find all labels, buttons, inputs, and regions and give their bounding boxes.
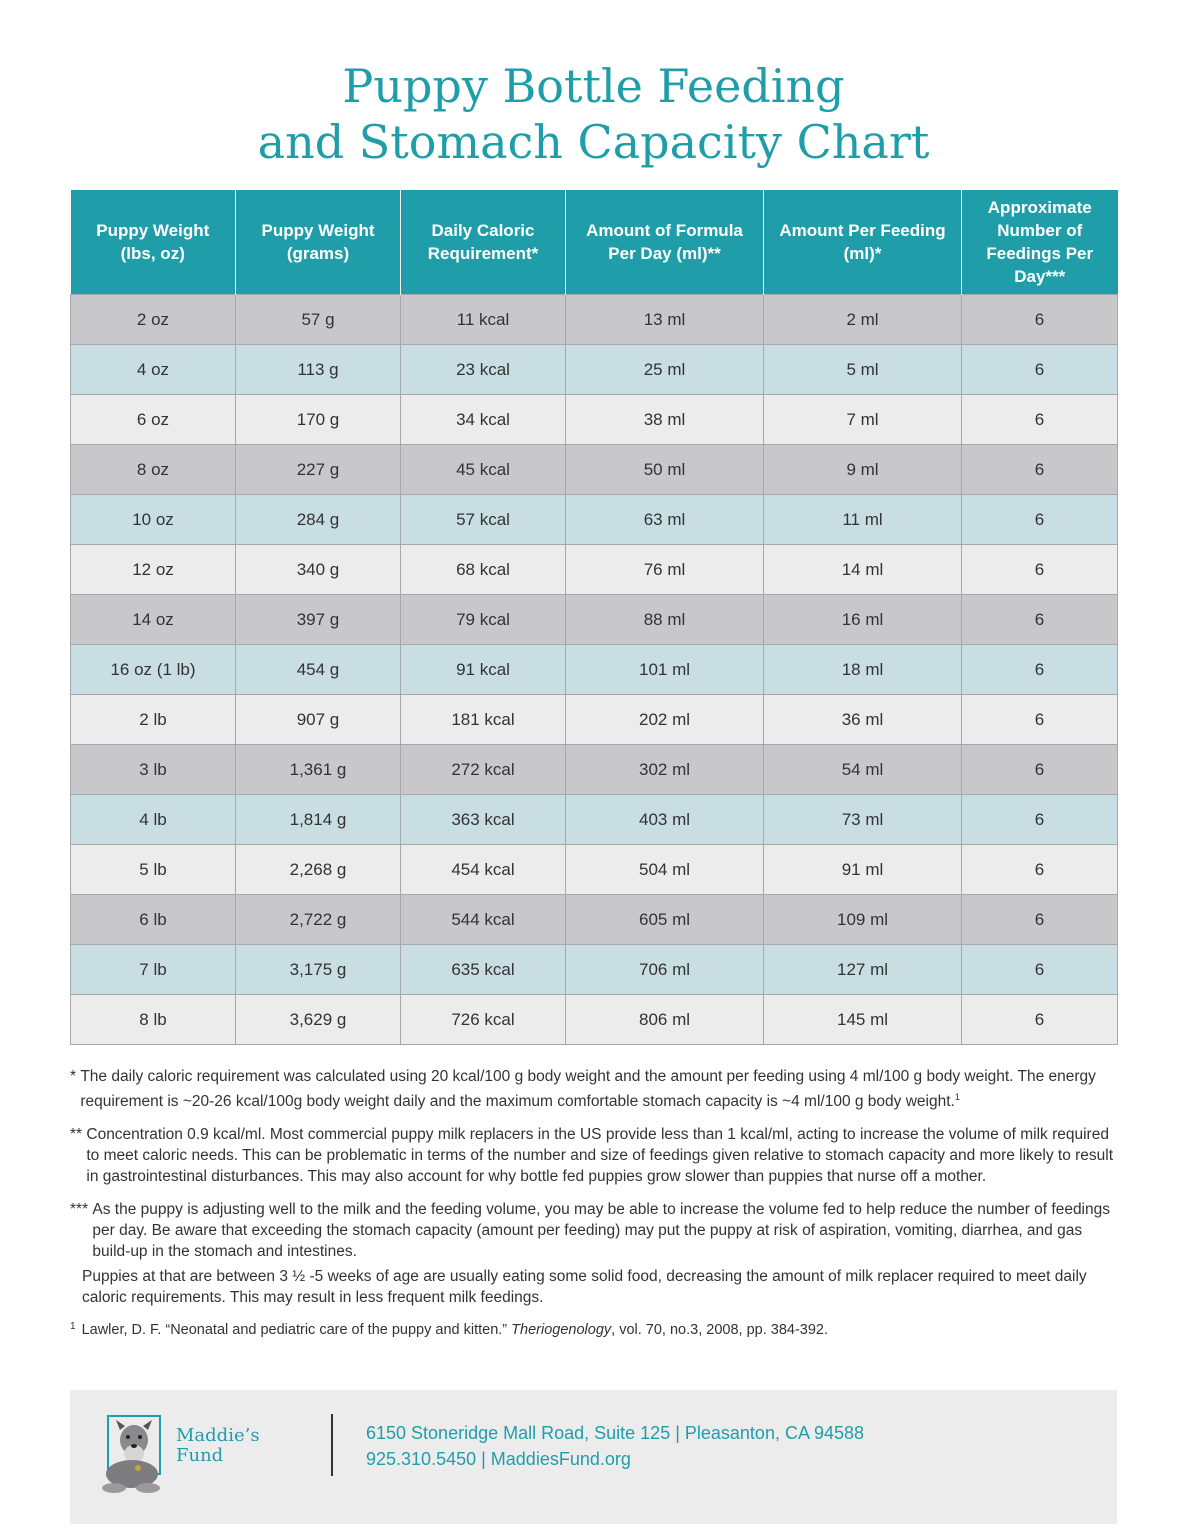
table-row xyxy=(71,845,1118,895)
footnote-1 xyxy=(70,1066,1120,1112)
cell-weight-grams: 113 g xyxy=(236,345,401,395)
logo-wordmark xyxy=(176,1426,260,1466)
cell-caloric-requirement: 363 kcal xyxy=(401,795,566,845)
cell-formula-per-day: 302 ml xyxy=(566,745,764,795)
cell-formula-per-day: 38 ml xyxy=(566,395,764,445)
cell-weight-grams: 3,175 g xyxy=(236,945,401,995)
footnote-3-continued-text: Puppies at that are between 3 ½ -5 weeks of age are usually eating some solid food, decreasing the amount of milk replacer required to meet daily caloric requirements. This may result in less frequent milk feedings. xyxy=(82,1268,1087,1307)
cell-caloric-requirement: 544 kcal xyxy=(401,895,566,945)
cell-feedings-per-day: 6 xyxy=(962,645,1118,695)
schnauzer-dog-icon xyxy=(100,1412,164,1496)
cell-weight-lbs: 5 lb xyxy=(71,845,236,895)
cell-amount-per-feeding: 54 ml xyxy=(764,745,962,795)
footnote-1-mark: * xyxy=(70,1068,81,1085)
cell-caloric-requirement: 57 kcal xyxy=(401,495,566,545)
cell-caloric-requirement: 181 kcal xyxy=(401,695,566,745)
table-row xyxy=(71,645,1118,695)
cell-weight-lbs: 8 lb xyxy=(71,995,236,1045)
cell-formula-per-day: 50 ml xyxy=(566,445,764,495)
cell-amount-per-feeding: 127 ml xyxy=(764,945,962,995)
cell-caloric-requirement: 91 kcal xyxy=(401,645,566,695)
table-row xyxy=(71,745,1118,795)
cell-caloric-requirement: 635 kcal xyxy=(401,945,566,995)
footnote-1-reference: 1 xyxy=(954,1092,960,1102)
cell-weight-grams: 1,361 g xyxy=(236,745,401,795)
table-header-row xyxy=(71,190,1118,295)
table-row xyxy=(71,545,1118,595)
table-row xyxy=(71,295,1118,345)
footnote-2 xyxy=(70,1124,1120,1187)
cell-weight-lbs: 3 lb xyxy=(71,745,236,795)
cell-caloric-requirement: 23 kcal xyxy=(401,345,566,395)
cell-formula-per-day: 403 ml xyxy=(566,795,764,845)
cell-weight-grams: 3,629 g xyxy=(236,995,401,1045)
cell-formula-per-day: 504 ml xyxy=(566,845,764,895)
cell-formula-per-day: 88 ml xyxy=(566,595,764,645)
cell-feedings-per-day: 6 xyxy=(962,595,1118,645)
cell-formula-per-day: 605 ml xyxy=(566,895,764,945)
reference-1-journal: Theriogenology xyxy=(511,1322,612,1339)
table-row xyxy=(71,595,1118,645)
cell-feedings-per-day: 6 xyxy=(962,795,1118,845)
page-title xyxy=(0,58,1187,170)
reference-1-authors: Lawler, D. F. “Neonatal and pediatric care of the puppy and kitten.” xyxy=(81,1322,512,1339)
cell-formula-per-day: 101 ml xyxy=(566,645,764,695)
cell-caloric-requirement: 45 kcal xyxy=(401,445,566,495)
table-row xyxy=(71,695,1118,745)
cell-amount-per-feeding: 91 ml xyxy=(764,845,962,895)
cell-weight-grams: 2,268 g xyxy=(236,845,401,895)
cell-feedings-per-day: 6 xyxy=(962,695,1118,745)
logo-line-2: Fund xyxy=(176,1445,224,1466)
cell-weight-grams: 397 g xyxy=(236,595,401,645)
footnote-3 xyxy=(70,1199,1120,1262)
cell-feedings-per-day: 6 xyxy=(962,745,1118,795)
cell-amount-per-feeding: 73 ml xyxy=(764,795,962,845)
address-line: 6150 Stoneridge Mall Road, Suite 125 | Pleasanton, CA 94588 xyxy=(366,1423,865,1443)
cell-weight-grams: 454 g xyxy=(236,645,401,695)
footnote-2-mark: ** xyxy=(70,1126,87,1144)
feeding-table xyxy=(70,190,1118,1045)
cell-weight-grams: 1,814 g xyxy=(236,795,401,845)
cell-weight-lbs: 16 oz (1 lb) xyxy=(71,645,236,695)
cell-amount-per-feeding: 7 ml xyxy=(764,395,962,445)
cell-caloric-requirement: 272 kcal xyxy=(401,745,566,795)
cell-weight-lbs: 8 oz xyxy=(71,445,236,495)
reference-1-details: , vol. 70, no.3, 2008, pp. 384-392. xyxy=(611,1322,828,1339)
cell-weight-lbs: 7 lb xyxy=(71,945,236,995)
header-amount-per-feeding: Amount Per Feeding (ml)* xyxy=(764,190,962,295)
cell-formula-per-day: 202 ml xyxy=(566,695,764,745)
cell-caloric-requirement: 68 kcal xyxy=(401,545,566,595)
title-line-2: and Stomach Capacity Chart xyxy=(257,115,930,169)
cell-feedings-per-day: 6 xyxy=(962,945,1118,995)
cell-formula-per-day: 806 ml xyxy=(566,995,764,1045)
cell-formula-per-day: 76 ml xyxy=(566,545,764,595)
cell-amount-per-feeding: 36 ml xyxy=(764,695,962,745)
footnotes xyxy=(70,1066,1120,1353)
header-formula-per-day: Amount of Formula Per Day (ml)** xyxy=(566,190,764,295)
cell-weight-grams: 170 g xyxy=(236,395,401,445)
cell-weight-lbs: 2 lb xyxy=(71,695,236,745)
table-row xyxy=(71,395,1118,445)
cell-feedings-per-day: 6 xyxy=(962,495,1118,545)
cell-weight-grams: 227 g xyxy=(236,445,401,495)
reference-1 xyxy=(70,1320,1120,1341)
table-row xyxy=(71,795,1118,845)
cell-formula-per-day: 25 ml xyxy=(566,345,764,395)
footnote-3-mark: *** xyxy=(70,1201,93,1219)
cell-formula-per-day: 706 ml xyxy=(566,945,764,995)
cell-weight-grams: 2,722 g xyxy=(236,895,401,945)
cell-weight-grams: 907 g xyxy=(236,695,401,745)
cell-weight-grams: 340 g xyxy=(236,545,401,595)
footer-divider xyxy=(331,1414,333,1476)
cell-amount-per-feeding: 9 ml xyxy=(764,445,962,495)
header-weight-lbs: Puppy Weight (lbs, oz) xyxy=(71,190,236,295)
cell-feedings-per-day: 6 xyxy=(962,345,1118,395)
header-weight-grams: Puppy Weight (grams) xyxy=(236,190,401,295)
logo-line-1: Maddie’s xyxy=(176,1425,260,1446)
cell-amount-per-feeding: 2 ml xyxy=(764,295,962,345)
cell-weight-lbs: 2 oz xyxy=(71,295,236,345)
footnote-3-continued xyxy=(82,1266,1120,1308)
footnote-3-text: As the puppy is adjusting well to the milk and the feeding volume, you may be able to increase the volume fed to help reduce the number of feedings per day. Be aware that exceeding the stomach capacity (amount per feeding) may put the puppy at risk of aspiration, vomiting, diarrhea, and gas build-up in the stomach and intestines. xyxy=(92,1201,1110,1261)
header-caloric-requirement: Daily Caloric Requirement* xyxy=(401,190,566,295)
cell-feedings-per-day: 6 xyxy=(962,845,1118,895)
cell-weight-lbs: 12 oz xyxy=(71,545,236,595)
footnote-2-text: Concentration 0.9 kcal/ml. Most commercial puppy milk replacers in the US provide less than 1 kcal/ml, acting to increase the volume of milk required to meet caloric needs. This can be problematic in terms of the number and size of feedings given relative to stomach capacity and more likely to result in gastrointestinal disturbances. This may also account for why bottle fed puppies grow slower than puppies that nurse off a mother. xyxy=(86,1126,1114,1186)
cell-caloric-requirement: 34 kcal xyxy=(401,395,566,445)
header-feedings-per-day: Approximate Number of Feedings Per Day*** xyxy=(962,190,1118,295)
table-row xyxy=(71,495,1118,545)
cell-amount-per-feeding: 16 ml xyxy=(764,595,962,645)
reference-1-mark: 1 xyxy=(70,1321,76,1333)
cell-feedings-per-day: 6 xyxy=(962,295,1118,345)
cell-weight-grams: 57 g xyxy=(236,295,401,345)
contact-info xyxy=(366,1420,864,1472)
cell-feedings-per-day: 6 xyxy=(962,445,1118,495)
cell-caloric-requirement: 726 kcal xyxy=(401,995,566,1045)
cell-formula-per-day: 63 ml xyxy=(566,495,764,545)
cell-feedings-per-day: 6 xyxy=(962,395,1118,445)
cell-caloric-requirement: 454 kcal xyxy=(401,845,566,895)
footnote-1-text: The daily caloric requirement was calculated using 20 kcal/100 g body weight and the amount per feeding using 4 ml/100 g body weight. The energy requirement is ~20-26 kcal/100g body weight daily and the maximum comfortable stomach capacity is ~4 ml/100 g body weight. xyxy=(80,1068,1096,1111)
footer xyxy=(70,1390,1117,1524)
table-row xyxy=(71,895,1118,945)
cell-caloric-requirement: 11 kcal xyxy=(401,295,566,345)
cell-feedings-per-day: 6 xyxy=(962,895,1118,945)
cell-formula-per-day: 13 ml xyxy=(566,295,764,345)
cell-weight-lbs: 4 oz xyxy=(71,345,236,395)
cell-feedings-per-day: 6 xyxy=(962,995,1118,1045)
table-row xyxy=(71,995,1118,1045)
table-row xyxy=(71,345,1118,395)
cell-amount-per-feeding: 109 ml xyxy=(764,895,962,945)
cell-amount-per-feeding: 145 ml xyxy=(764,995,962,1045)
cell-weight-lbs: 6 oz xyxy=(71,395,236,445)
cell-weight-lbs: 14 oz xyxy=(71,595,236,645)
cell-amount-per-feeding: 5 ml xyxy=(764,345,962,395)
title-line-1: Puppy Bottle Feeding xyxy=(342,59,845,113)
cell-amount-per-feeding: 18 ml xyxy=(764,645,962,695)
cell-weight-lbs: 6 lb xyxy=(71,895,236,945)
phone-website-line: 925.310.5450 | MaddiesFund.org xyxy=(366,1449,631,1469)
table-row xyxy=(71,445,1118,495)
table-body xyxy=(71,295,1118,1045)
cell-weight-lbs: 4 lb xyxy=(71,795,236,845)
cell-weight-lbs: 10 oz xyxy=(71,495,236,545)
cell-feedings-per-day: 6 xyxy=(962,545,1118,595)
cell-amount-per-feeding: 11 ml xyxy=(764,495,962,545)
table-row xyxy=(71,945,1118,995)
cell-weight-grams: 284 g xyxy=(236,495,401,545)
cell-caloric-requirement: 79 kcal xyxy=(401,595,566,645)
cell-amount-per-feeding: 14 ml xyxy=(764,545,962,595)
